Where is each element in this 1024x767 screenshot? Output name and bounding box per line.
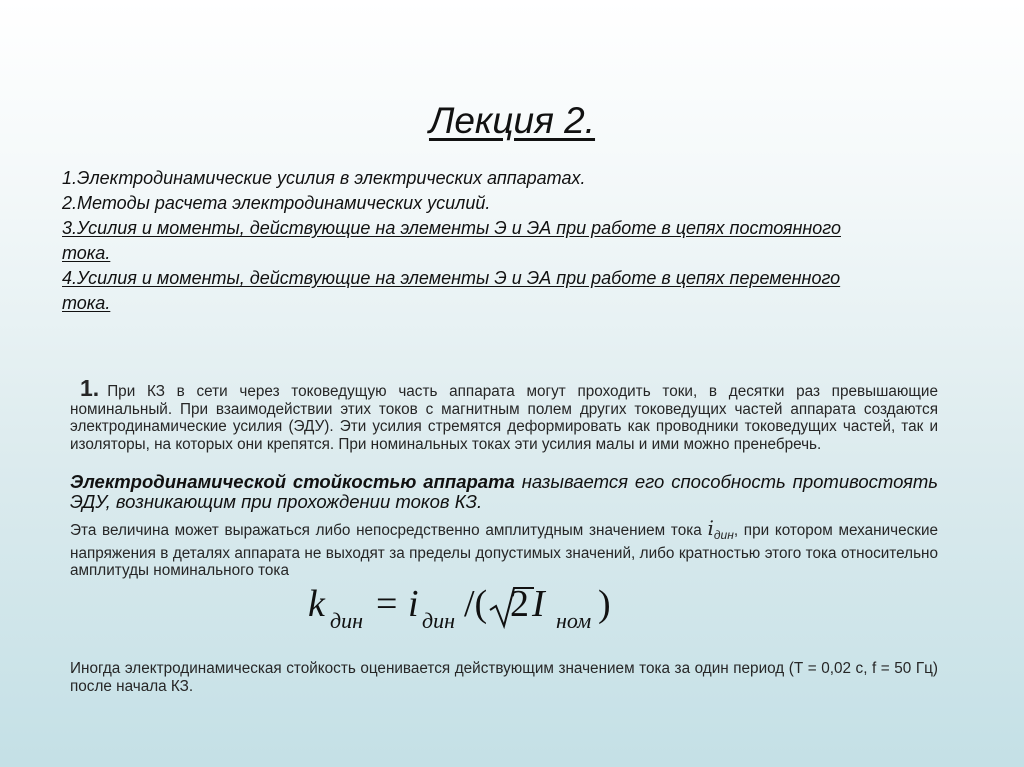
formula xyxy=(304,582,624,642)
formula-I-sub: ном xyxy=(556,608,592,633)
agenda-item-4: 4.Усилия и моменты, действующие на элементы Э и ЭА при работе в цепях переменного xyxy=(62,268,841,288)
current-symbol-sub: дин xyxy=(713,528,734,542)
section-number: 1. xyxy=(80,375,100,401)
paragraph-2-after: , при котором механические напряжения в деталях аппарата не выходят за пределы допустимых значений, либо кратностью этого тока относительно амплитуды номинального тока xyxy=(70,522,938,579)
formula-two: 2 xyxy=(510,583,529,625)
slide-title: Лекция 2. xyxy=(428,100,596,141)
agenda-item-4-cont: тока. xyxy=(62,293,111,313)
section-1-text: При КЗ в сети через токоведущую часть аппарата могут проходить токи, в десятки раз превышающие номинальный. При взаимодействии этих токов с магнитным полем других токоведущих частей аппарата создаются электродинамические усилия (ЭДУ). Эти усилия стремятся деформировать как проводники токоведущих частей, так и изоляторы, на которых они крепятся. При номинальных токах эти усилия малы и ими можно пренебречь. xyxy=(70,383,938,453)
definition xyxy=(70,472,938,512)
paragraph-2-before: Эта величина может выражаться либо непосредственно амплитудным значением тока xyxy=(70,522,708,539)
section-1-paragraph xyxy=(70,375,938,453)
paragraph-3: Иногда электродинамическая стойкость оценивается действующим значением тока за один период (Т = 0,02 с, f = 50 Гц) после начала КЗ. xyxy=(70,660,938,695)
agenda-item-1: 1.Электродинамические усилия в электрических аппаратах. xyxy=(62,168,586,188)
paragraph-2 xyxy=(70,516,938,580)
agenda-item-3: 3.Усилия и моменты, действующие на элементы Э и ЭА при работе в цепях постоянного xyxy=(62,218,841,238)
formula-k-sub: дин xyxy=(330,608,364,633)
formula-equals: = xyxy=(376,583,398,625)
formula-k: k xyxy=(308,583,325,625)
formula-i: i xyxy=(408,583,419,625)
formula-i-sub: дин xyxy=(422,608,456,633)
formula-slash: /( xyxy=(464,583,488,625)
formula-I: I xyxy=(532,583,545,625)
agenda-item-2: 2.Методы расчета электродинамических усилий. xyxy=(62,193,491,213)
agenda-list xyxy=(62,166,952,316)
formula-close: ) xyxy=(598,583,611,625)
definition-term: Электродинамической стойкостью аппарата xyxy=(70,471,515,492)
current-symbol: i xyxy=(707,516,714,540)
definition-rest: называется его способность противостоять ЭДУ, возникающим при прохождении токов КЗ. xyxy=(70,471,938,512)
agenda-item-3-cont: тока. xyxy=(62,243,111,263)
